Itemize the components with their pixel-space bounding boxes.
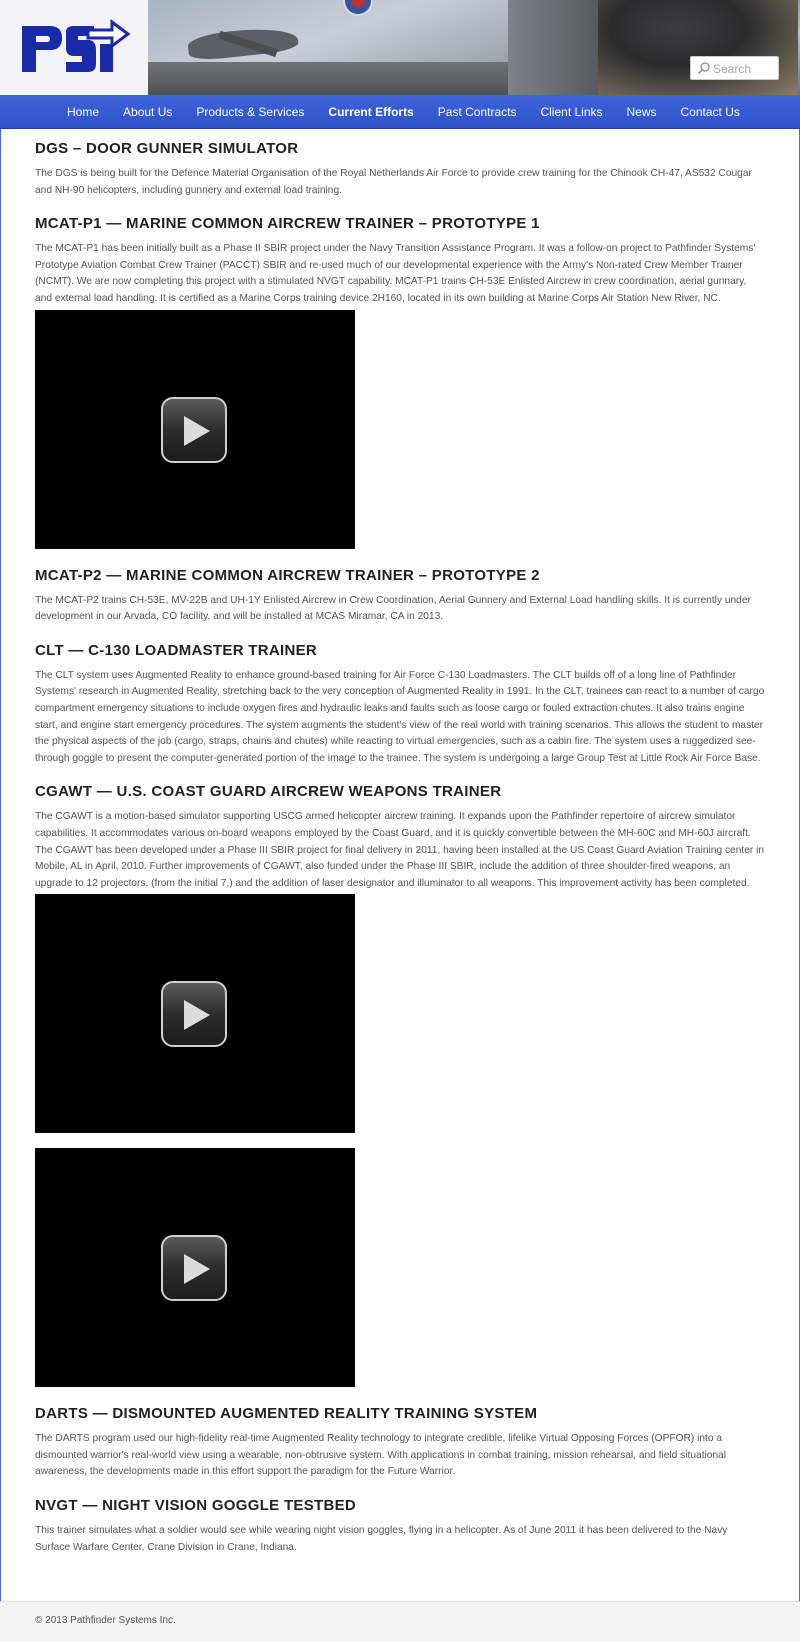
nav-item-contact-us[interactable]: Contact Us bbox=[680, 105, 740, 119]
video-player[interactable] bbox=[35, 894, 355, 1133]
section-clt bbox=[35, 642, 765, 768]
section-body: This trainer simulates what a soldier would see while wearing night vision goggles, flying in a helicopter. As of June 2011 it has been delivered to the Navy Surface Warfare Center, Crane Division in Crane, Indiana. bbox=[35, 1525, 728, 1553]
psi-logo[interactable] bbox=[20, 18, 130, 78]
play-icon bbox=[182, 999, 212, 1031]
play-button[interactable] bbox=[161, 981, 227, 1047]
play-button[interactable] bbox=[161, 1235, 227, 1301]
search-input[interactable] bbox=[713, 60, 777, 77]
play-icon bbox=[182, 415, 212, 447]
video-player[interactable] bbox=[35, 310, 355, 549]
section-body: The MCAT-P1 has been initially built as a Phase II SBIR project under the Navy Transition Assistance Program. It was a follow-on project to Pathfinder Systems' Prototype Aviation Combat Crew Trainer (PACCT) SBIR and re-used much of our developmental experience with the Army's Non-rated Crew Member Trainer (NCMT). We are now completing this project with a stimulated NVGT capability. MCAT-P1 trains CH-53E Enlisted Aircrew in crew coordination, aerial gunnary, and external load handling. It is certified as a Marine Corps training device 2H160, located in its own building at Marine Corps Air Station New River, NC. bbox=[35, 243, 756, 304]
nav-item-about-us[interactable]: About Us bbox=[123, 105, 173, 119]
nav-item-news[interactable]: News bbox=[626, 105, 657, 119]
logo-text: PSI bbox=[20, 18, 22, 19]
nav-item-current-efforts[interactable]: Current Efforts bbox=[328, 105, 414, 119]
play-icon bbox=[182, 1253, 212, 1285]
section-title: DGS – DOOR GUNNER SIMULATOR bbox=[35, 140, 299, 157]
section-title: CGAWT — U.S. COAST GUARD AIRCREW WEAPONS TRAINER bbox=[35, 783, 502, 801]
site-footer bbox=[0, 1601, 800, 1642]
nav-item-home[interactable]: Home bbox=[67, 105, 100, 119]
section-title: MCAT-P1 — MARINE COMMON AIRCREW TRAINER – PROTOTYPE 1 bbox=[35, 215, 540, 233]
section-mcat-p2 bbox=[35, 567, 765, 626]
section-body: The CGAWT is a motion-based simulator supporting USCG armed helicopter aircrew training. It expands upon the Pathfinder repertoire of aircrew simulator capabilities. It accommodates various on-board weapons employed by the Coast Guard, and it is quickly convertible between the MH-60C and MH-60J aircraft. The CGAWT has been developed under a Phase III SBIR project for final delivery in 2011, having been installed at the US Coast Guard Aviation Training center in Mobile, AL in April, 2010. Further improvements of CGAWT, also funded under the Phase III SBIR, include the addition of three shoulder-fired weapons, an upgrade to 12 projectors, (from the initial 7,) and the addition of laser designator and illuminator to all weapons. This improvement activity has been completed. bbox=[35, 811, 765, 889]
search-box[interactable] bbox=[690, 56, 779, 80]
section-title: CLT — C-130 LOADMASTER TRAINER bbox=[35, 641, 318, 659]
search-icon[interactable] bbox=[697, 61, 711, 75]
section-body: The MCAT-P2 trains CH-53E, MV-22B and UH-1Y Enlisted Aircrew in Crew Coordination, Aerial Gunnery and External Load handling skills. It is currently under development in our Arvada, CO facility, and will be installed at MCAS Miramar, CA in 2013. bbox=[35, 594, 751, 623]
play-button[interactable] bbox=[161, 397, 227, 463]
logo-area[interactable] bbox=[0, 0, 148, 95]
nav-item-client-links[interactable]: Client Links bbox=[540, 105, 603, 119]
section-cgawt bbox=[35, 783, 765, 892]
section-body: The DARTS program used our high-fidelity real-time Augmented Reality technology to integrate credible, lifelike Virtual Opposing Forces (OPFOR) into a dismounted warrior's real-world view using a wearable, non-obtrusive system. With applications in combat training, mission rehearsal, and field situational awareness, the developments made in this effort support the paradigm for the Future Warrior. bbox=[35, 1433, 727, 1478]
section-dgs bbox=[35, 140, 765, 199]
nav-item-products-services[interactable]: Products & Services bbox=[196, 105, 305, 119]
section-title: NVGT — NIGHT VISION GOGGLE TESTBED bbox=[35, 1497, 357, 1515]
site-header bbox=[0, 0, 800, 95]
section-title: DARTS — DISMOUNTED AUGMENTED REALITY TRAINING SYSTEM bbox=[35, 1405, 538, 1423]
main-content bbox=[35, 140, 765, 1556]
video-player[interactable] bbox=[35, 1148, 355, 1387]
main-nav bbox=[0, 95, 800, 129]
section-mcat-p1 bbox=[35, 215, 765, 307]
section-body: The DGS is being built for the Defence Material Organisation of the Royal Netherlands Air Force to provide crew training for the Chinook CH-47, AS532 Cougar and NH-90 helicopters, including gunnery and external load training. bbox=[35, 168, 752, 196]
section-title: MCAT-P2 — MARINE COMMON AIRCREW TRAINER – PROTOTYPE 2 bbox=[35, 566, 540, 584]
section-darts bbox=[35, 1405, 765, 1481]
header-banner-image bbox=[148, 0, 800, 95]
nav-item-past-contracts[interactable]: Past Contracts bbox=[437, 105, 517, 119]
section-body: The CLT system uses Augmented Reality to enhance ground-based training for Air Force C-130 Loadmasters. The CLT builds off of a long line of Pathfinder Systems' research in Augmented Reality, stretching back to the very conception of Augmented Reality in 1991. In the CLT, trainees can react to a number of cargo compartment emergency situations to include oxygen fires and hydraulic leaks and faults such as loose cargo or fouled extraction chutes. It also trains engine start, and engine start emergency procedures. The system augments the student's view of the real world with training scenarios. This allows the student to master the physical aspects of the job (cargo, straps, chains and chutes) while reacting to virtual emergencies, such as a cabin fire. The system uses a ruggedized see-through goggle to present the computer-generated portion of the image to the trainee. The system is undergoing a large Group Test at Little Rock Air Force Base. bbox=[35, 669, 765, 764]
section-nvgt bbox=[35, 1497, 765, 1556]
copyright-text: © 2013 Pathfinder Systems Inc. bbox=[35, 1615, 176, 1626]
